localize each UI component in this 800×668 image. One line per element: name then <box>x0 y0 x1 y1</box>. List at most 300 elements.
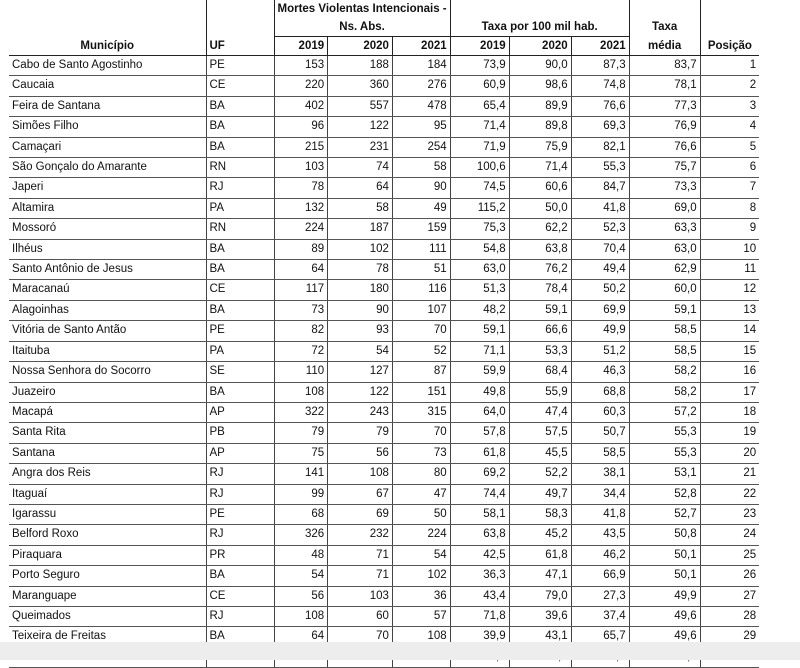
cell-abs-2021: 116 <box>392 280 450 300</box>
cell-taxa-2021: 84,7 <box>571 178 629 198</box>
table-row <box>9 260 759 280</box>
cell-uf: RJ <box>206 525 274 545</box>
cell-posicao: 3 <box>700 96 759 116</box>
cell-abs-2021: 73 <box>392 443 450 463</box>
cell-abs-2020: 67 <box>328 484 393 504</box>
cell-abs-2019: 99 <box>274 484 328 504</box>
cell-taxa-2020: 43,1 <box>509 627 571 647</box>
cell-taxa-2020: 63,8 <box>509 239 571 259</box>
header-year-abs-2020: 2020 <box>328 37 393 56</box>
cell-taxa-2020: 98,6 <box>509 76 571 96</box>
cell-taxa-2020: 59,1 <box>509 300 571 320</box>
cell-abs-2019: 73 <box>274 300 328 320</box>
cell-taxa-2021: 38,1 <box>571 464 629 484</box>
cell-taxa-2020: 68,4 <box>509 362 571 382</box>
cell-taxa-2021: 69,9 <box>571 300 629 320</box>
header-year-abs-2021: 2021 <box>392 37 450 56</box>
cell-taxa-2021: 52,3 <box>571 219 629 239</box>
cell-uf: BA <box>206 566 274 586</box>
cell-abs-2019: 82 <box>274 321 328 341</box>
cell-taxa-2021: 43,5 <box>571 525 629 545</box>
cell-taxa-media: 75,7 <box>629 158 700 178</box>
table-row <box>9 545 759 565</box>
cell-taxa-media: 76,6 <box>629 137 700 157</box>
table-row <box>9 484 759 504</box>
cell-uf: SE <box>206 362 274 382</box>
cell-taxa-2020: 53,3 <box>509 341 571 361</box>
cell-municipio: Simões Filho <box>9 117 206 137</box>
cell-taxa-media: 52,8 <box>629 484 700 504</box>
cell-abs-2020: 180 <box>328 280 393 300</box>
cell-posicao: 17 <box>700 382 759 402</box>
cell-abs-2020: 69 <box>328 504 393 524</box>
cell-taxa-2021: 50,2 <box>571 280 629 300</box>
cell-taxa-2019: 65,4 <box>450 96 509 116</box>
cell-taxa-2021: 55,3 <box>571 158 629 178</box>
cell-abs-2020: 127 <box>328 362 393 382</box>
cell-taxa-2020: 90,0 <box>509 56 571 76</box>
cell-abs-2020: 78 <box>328 260 393 280</box>
cell-abs-2021: 58 <box>392 158 450 178</box>
cell-uf: BA <box>206 239 274 259</box>
cell-uf: BA <box>206 300 274 320</box>
cell-municipio: Itaguaí <box>9 484 206 504</box>
table-row <box>9 586 759 606</box>
cell-posicao: 2 <box>700 76 759 96</box>
cell-taxa-media: 60,0 <box>629 280 700 300</box>
table-row <box>9 423 759 443</box>
cell-posicao: 24 <box>700 525 759 545</box>
cell-posicao: 20 <box>700 443 759 463</box>
cell-posicao: 21 <box>700 464 759 484</box>
cell-abs-2021: 70 <box>392 321 450 341</box>
cell-taxa-2021: 87,3 <box>571 56 629 76</box>
table-row <box>9 443 759 463</box>
cell-taxa-2020: 66,6 <box>509 321 571 341</box>
cell-uf: BA <box>206 137 274 157</box>
header-taxa-100: Taxa por 100 mil hab. <box>450 18 629 37</box>
cell-municipio: Japeri <box>9 178 206 198</box>
cell-municipio: Altamira <box>9 198 206 218</box>
cell-taxa-media: 52,7 <box>629 504 700 524</box>
cell-taxa-media: 62,9 <box>629 260 700 280</box>
table-row <box>9 158 759 178</box>
cell-abs-2021: 57 <box>392 606 450 626</box>
cell-taxa-2020: 52,2 <box>509 464 571 484</box>
cell-posicao: 8 <box>700 198 759 218</box>
cell-taxa-2019: 71,1 <box>450 341 509 361</box>
cell-taxa-2019: 74,4 <box>450 484 509 504</box>
cell-municipio: Maracanaú <box>9 280 206 300</box>
cell-posicao: 9 <box>700 219 759 239</box>
cell-uf: PE <box>206 504 274 524</box>
homicide-ranking-table <box>9 0 759 668</box>
header-taxa-media-line1: Taxa <box>629 18 700 37</box>
cell-taxa-2021: 27,3 <box>571 586 629 606</box>
cell-posicao: 26 <box>700 566 759 586</box>
cell-abs-2021: 315 <box>392 402 450 422</box>
table-row <box>9 300 759 320</box>
cell-abs-2019: 89 <box>274 239 328 259</box>
cell-uf: PB <box>206 423 274 443</box>
cell-uf: BA <box>206 382 274 402</box>
cell-abs-2019: 141 <box>274 464 328 484</box>
cell-uf: RJ <box>206 464 274 484</box>
cell-abs-2020: 122 <box>328 117 393 137</box>
table-header <box>9 0 759 56</box>
cell-uf: CE <box>206 586 274 606</box>
cell-municipio: Macapá <box>9 402 206 422</box>
header-taxa-media-line2: média <box>629 37 700 56</box>
cell-taxa-2021: 68,8 <box>571 382 629 402</box>
table-row <box>9 219 759 239</box>
cell-uf: PA <box>206 341 274 361</box>
cell-taxa-2020: 60,6 <box>509 178 571 198</box>
cell-municipio: Feira de Santana <box>9 96 206 116</box>
cell-abs-2019: 132 <box>274 198 328 218</box>
cell-uf: RN <box>206 158 274 178</box>
cell-taxa-2019: 75,3 <box>450 219 509 239</box>
table-row <box>9 525 759 545</box>
table-row <box>9 566 759 586</box>
cell-abs-2020: 64 <box>328 178 393 198</box>
cell-abs-2020: 79 <box>328 423 393 443</box>
cell-taxa-media: 63,3 <box>629 219 700 239</box>
cell-taxa-2019: 69,2 <box>450 464 509 484</box>
cell-taxa-media: 55,3 <box>629 423 700 443</box>
cell-abs-2019: 108 <box>274 606 328 626</box>
cell-abs-2019: 64 <box>274 627 328 647</box>
cell-municipio: Alagoinhas <box>9 300 206 320</box>
cell-taxa-2020: 57,5 <box>509 423 571 443</box>
cell-abs-2021: 90 <box>392 178 450 198</box>
cell-abs-2019: 224 <box>274 219 328 239</box>
cell-taxa-media: 78,1 <box>629 76 700 96</box>
cell-taxa-media: 63,0 <box>629 239 700 259</box>
header-posicao: Posição <box>700 37 759 56</box>
cell-taxa-2020: 89,8 <box>509 117 571 137</box>
cell-taxa-2019: 51,3 <box>450 280 509 300</box>
cell-municipio: Vitória de Santo Antão <box>9 321 206 341</box>
cell-taxa-2019: 39,9 <box>450 627 509 647</box>
cell-taxa-media: 50,1 <box>629 545 700 565</box>
cell-taxa-2019: 36,3 <box>450 566 509 586</box>
header-mortes-line1: Mortes Violentas Intencionais - <box>274 0 450 18</box>
cell-posicao: 6 <box>700 158 759 178</box>
cell-taxa-media: 49,6 <box>629 627 700 647</box>
cell-municipio: São Gonçalo do Amarante <box>9 158 206 178</box>
cell-uf: RN <box>206 219 274 239</box>
cell-uf: PA <box>206 198 274 218</box>
cell-taxa-media: 76,9 <box>629 117 700 137</box>
header-uf: UF <box>206 37 274 56</box>
table-body <box>9 56 759 668</box>
cell-taxa-2021: 50,7 <box>571 423 629 443</box>
header-mortes-line2: Ns. Abs. <box>274 18 450 37</box>
cell-abs-2021: 107 <box>392 300 450 320</box>
cell-taxa-2020: 47,1 <box>509 566 571 586</box>
cell-municipio: Maranguape <box>9 586 206 606</box>
cell-taxa-media: 50,8 <box>629 525 700 545</box>
cell-taxa-2021: 58,5 <box>571 443 629 463</box>
cell-uf: BA <box>206 96 274 116</box>
cell-taxa-2020: 76,2 <box>509 260 571 280</box>
cell-municipio: Angra dos Reis <box>9 464 206 484</box>
cell-abs-2020: 58 <box>328 198 393 218</box>
cell-abs-2019: 64 <box>274 260 328 280</box>
cell-taxa-media: 69,0 <box>629 198 700 218</box>
cell-abs-2019: 48 <box>274 545 328 565</box>
cell-taxa-2019: 115,2 <box>450 198 509 218</box>
cell-municipio: Ilhéus <box>9 239 206 259</box>
cell-taxa-2021: 74,8 <box>571 76 629 96</box>
cell-taxa-2019: 64,0 <box>450 402 509 422</box>
cell-taxa-2020: 39,6 <box>509 606 571 626</box>
cell-abs-2020: 232 <box>328 525 393 545</box>
cell-taxa-media: 59,1 <box>629 300 700 320</box>
cell-taxa-2021: 49,4 <box>571 260 629 280</box>
cell-taxa-2021: 37,4 <box>571 606 629 626</box>
cell-taxa-media: 58,5 <box>629 341 700 361</box>
cell-abs-2021: 478 <box>392 96 450 116</box>
cell-abs-2019: 56 <box>274 586 328 606</box>
cell-abs-2019: 322 <box>274 402 328 422</box>
cell-uf: CE <box>206 76 274 96</box>
cell-abs-2019: 402 <box>274 96 328 116</box>
cell-posicao: 12 <box>700 280 759 300</box>
cell-abs-2021: 47 <box>392 484 450 504</box>
cell-abs-2019: 326 <box>274 525 328 545</box>
cell-abs-2019: 220 <box>274 76 328 96</box>
cell-posicao: 18 <box>700 402 759 422</box>
cell-municipio: Porto Seguro <box>9 566 206 586</box>
table-row <box>9 606 759 626</box>
cell-abs-2020: 122 <box>328 382 393 402</box>
cell-municipio: Igarassu <box>9 504 206 524</box>
cell-abs-2021: 54 <box>392 545 450 565</box>
cell-posicao: 5 <box>700 137 759 157</box>
table-row <box>9 362 759 382</box>
table-row <box>9 96 759 116</box>
cell-taxa-media: 55,3 <box>629 443 700 463</box>
cell-abs-2021: 52 <box>392 341 450 361</box>
table-row <box>9 117 759 137</box>
cell-taxa-2020: 45,2 <box>509 525 571 545</box>
cell-posicao: 4 <box>700 117 759 137</box>
cell-uf: BA <box>206 117 274 137</box>
bottom-bar <box>0 642 800 660</box>
cell-taxa-2021: 82,1 <box>571 137 629 157</box>
cell-taxa-2019: 71,4 <box>450 117 509 137</box>
cell-abs-2019: 79 <box>274 423 328 443</box>
cell-taxa-2021: 49,9 <box>571 321 629 341</box>
cell-abs-2021: 159 <box>392 219 450 239</box>
table-row <box>9 464 759 484</box>
cell-municipio: Santa Rita <box>9 423 206 443</box>
cell-taxa-media: 49,9 <box>629 586 700 606</box>
cell-abs-2021: 51 <box>392 260 450 280</box>
cell-abs-2020: 56 <box>328 443 393 463</box>
table-row <box>9 382 759 402</box>
cell-taxa-2019: 74,5 <box>450 178 509 198</box>
cell-municipio: Itaituba <box>9 341 206 361</box>
cell-municipio: Caucaia <box>9 76 206 96</box>
cell-taxa-2019: 71,8 <box>450 606 509 626</box>
cell-uf: AP <box>206 402 274 422</box>
cell-abs-2020: 103 <box>328 586 393 606</box>
table-row <box>9 504 759 524</box>
cell-abs-2021: 151 <box>392 382 450 402</box>
cell-uf: PE <box>206 56 274 76</box>
table-row <box>9 137 759 157</box>
cell-taxa-2021: 34,4 <box>571 484 629 504</box>
cell-taxa-2020: 79,0 <box>509 586 571 606</box>
cell-abs-2020: 93 <box>328 321 393 341</box>
cell-abs-2021: 108 <box>392 627 450 647</box>
cell-taxa-2019: 58,1 <box>450 504 509 524</box>
cell-municipio: Camaçari <box>9 137 206 157</box>
cell-abs-2020: 557 <box>328 96 393 116</box>
cell-uf: CE <box>206 280 274 300</box>
table-row <box>9 76 759 96</box>
cell-abs-2020: 360 <box>328 76 393 96</box>
cell-abs-2019: 153 <box>274 56 328 76</box>
cell-taxa-2020: 45,5 <box>509 443 571 463</box>
cell-posicao: 11 <box>700 260 759 280</box>
table-row <box>9 239 759 259</box>
cell-abs-2020: 231 <box>328 137 393 157</box>
cell-uf: AP <box>206 443 274 463</box>
table-row <box>9 280 759 300</box>
cell-abs-2019: 215 <box>274 137 328 157</box>
cell-taxa-2020: 55,9 <box>509 382 571 402</box>
cell-municipio: Teixeira de Freitas <box>9 627 206 647</box>
cell-abs-2021: 49 <box>392 198 450 218</box>
cell-taxa-2021: 46,3 <box>571 362 629 382</box>
cell-municipio: Nossa Senhora do Socorro <box>9 362 206 382</box>
cell-taxa-media: 53,1 <box>629 464 700 484</box>
cell-taxa-2020: 71,4 <box>509 158 571 178</box>
cell-municipio: Cabo de Santo Agostinho <box>9 56 206 76</box>
cell-municipio: Piraquara <box>9 545 206 565</box>
cell-taxa-2020: 62,2 <box>509 219 571 239</box>
header-year-taxa-2021: 2021 <box>571 37 629 56</box>
cell-posicao: 27 <box>700 586 759 606</box>
cell-taxa-2021: 41,8 <box>571 504 629 524</box>
cell-municipio: Mossoró <box>9 219 206 239</box>
cell-taxa-2020: 49,7 <box>509 484 571 504</box>
cell-posicao: 16 <box>700 362 759 382</box>
cell-posicao: 14 <box>700 321 759 341</box>
cell-taxa-media: 83,7 <box>629 56 700 76</box>
cell-taxa-2021: 76,6 <box>571 96 629 116</box>
cell-taxa-2020: 75,9 <box>509 137 571 157</box>
cell-taxa-media: 77,3 <box>629 96 700 116</box>
cell-taxa-2019: 49,8 <box>450 382 509 402</box>
cell-abs-2021: 50 <box>392 504 450 524</box>
cell-taxa-2021: 41,8 <box>571 198 629 218</box>
cell-abs-2020: 54 <box>328 341 393 361</box>
cell-taxa-2020: 89,9 <box>509 96 571 116</box>
cell-abs-2019: 103 <box>274 158 328 178</box>
cell-taxa-2019: 43,4 <box>450 586 509 606</box>
cell-taxa-2020: 47,4 <box>509 402 571 422</box>
cell-posicao: 15 <box>700 341 759 361</box>
cell-posicao: 22 <box>700 484 759 504</box>
cell-taxa-2019: 59,1 <box>450 321 509 341</box>
cell-abs-2020: 108 <box>328 464 393 484</box>
cell-taxa-2019: 48,2 <box>450 300 509 320</box>
cell-abs-2021: 87 <box>392 362 450 382</box>
cell-abs-2020: 188 <box>328 56 393 76</box>
cell-municipio: Santana <box>9 443 206 463</box>
cell-taxa-2021: 66,9 <box>571 566 629 586</box>
cell-posicao: 10 <box>700 239 759 259</box>
cell-abs-2019: 108 <box>274 382 328 402</box>
header-year-abs-2019: 2019 <box>274 37 328 56</box>
cell-uf: RJ <box>206 606 274 626</box>
cell-taxa-2019: 100,6 <box>450 158 509 178</box>
cell-abs-2020: 187 <box>328 219 393 239</box>
cell-abs-2019: 78 <box>274 178 328 198</box>
cell-posicao: 23 <box>700 504 759 524</box>
table-row <box>9 402 759 422</box>
cell-abs-2019: 117 <box>274 280 328 300</box>
cell-taxa-2021: 70,4 <box>571 239 629 259</box>
cell-taxa-2020: 58,3 <box>509 504 571 524</box>
cell-posicao: 29 <box>700 627 759 647</box>
cell-taxa-2021: 51,2 <box>571 341 629 361</box>
cell-posicao: 25 <box>700 545 759 565</box>
cell-taxa-media: 50,1 <box>629 566 700 586</box>
cell-abs-2020: 74 <box>328 158 393 178</box>
cell-uf: RJ <box>206 178 274 198</box>
cell-taxa-2019: 61,8 <box>450 443 509 463</box>
cell-taxa-2019: 71,9 <box>450 137 509 157</box>
cell-abs-2020: 70 <box>328 627 393 647</box>
cell-taxa-media: 49,6 <box>629 606 700 626</box>
cell-abs-2021: 111 <box>392 239 450 259</box>
cell-taxa-2019: 54,8 <box>450 239 509 259</box>
cell-taxa-media: 58,2 <box>629 382 700 402</box>
cell-taxa-2019: 42,5 <box>450 545 509 565</box>
cell-taxa-2019: 60,9 <box>450 76 509 96</box>
cell-abs-2021: 254 <box>392 137 450 157</box>
cell-uf: RJ <box>206 484 274 504</box>
cell-taxa-media: 58,5 <box>629 321 700 341</box>
cell-taxa-2020: 50,0 <box>509 198 571 218</box>
cell-taxa-2019: 57,8 <box>450 423 509 443</box>
cell-abs-2020: 60 <box>328 606 393 626</box>
header-year-taxa-2020: 2020 <box>509 37 571 56</box>
cell-uf: BA <box>206 260 274 280</box>
cell-abs-2021: 184 <box>392 56 450 76</box>
header-year-taxa-2019: 2019 <box>450 37 509 56</box>
cell-abs-2021: 276 <box>392 76 450 96</box>
table-row <box>9 198 759 218</box>
table-row <box>9 56 759 76</box>
cell-abs-2021: 70 <box>392 423 450 443</box>
cell-taxa-media: 58,2 <box>629 362 700 382</box>
cell-abs-2019: 110 <box>274 362 328 382</box>
table-row <box>9 321 759 341</box>
cell-abs-2019: 72 <box>274 341 328 361</box>
cell-taxa-2019: 73,9 <box>450 56 509 76</box>
cell-abs-2020: 90 <box>328 300 393 320</box>
cell-uf: PR <box>206 545 274 565</box>
cell-taxa-2021: 65,7 <box>571 627 629 647</box>
cell-taxa-2019: 63,0 <box>450 260 509 280</box>
